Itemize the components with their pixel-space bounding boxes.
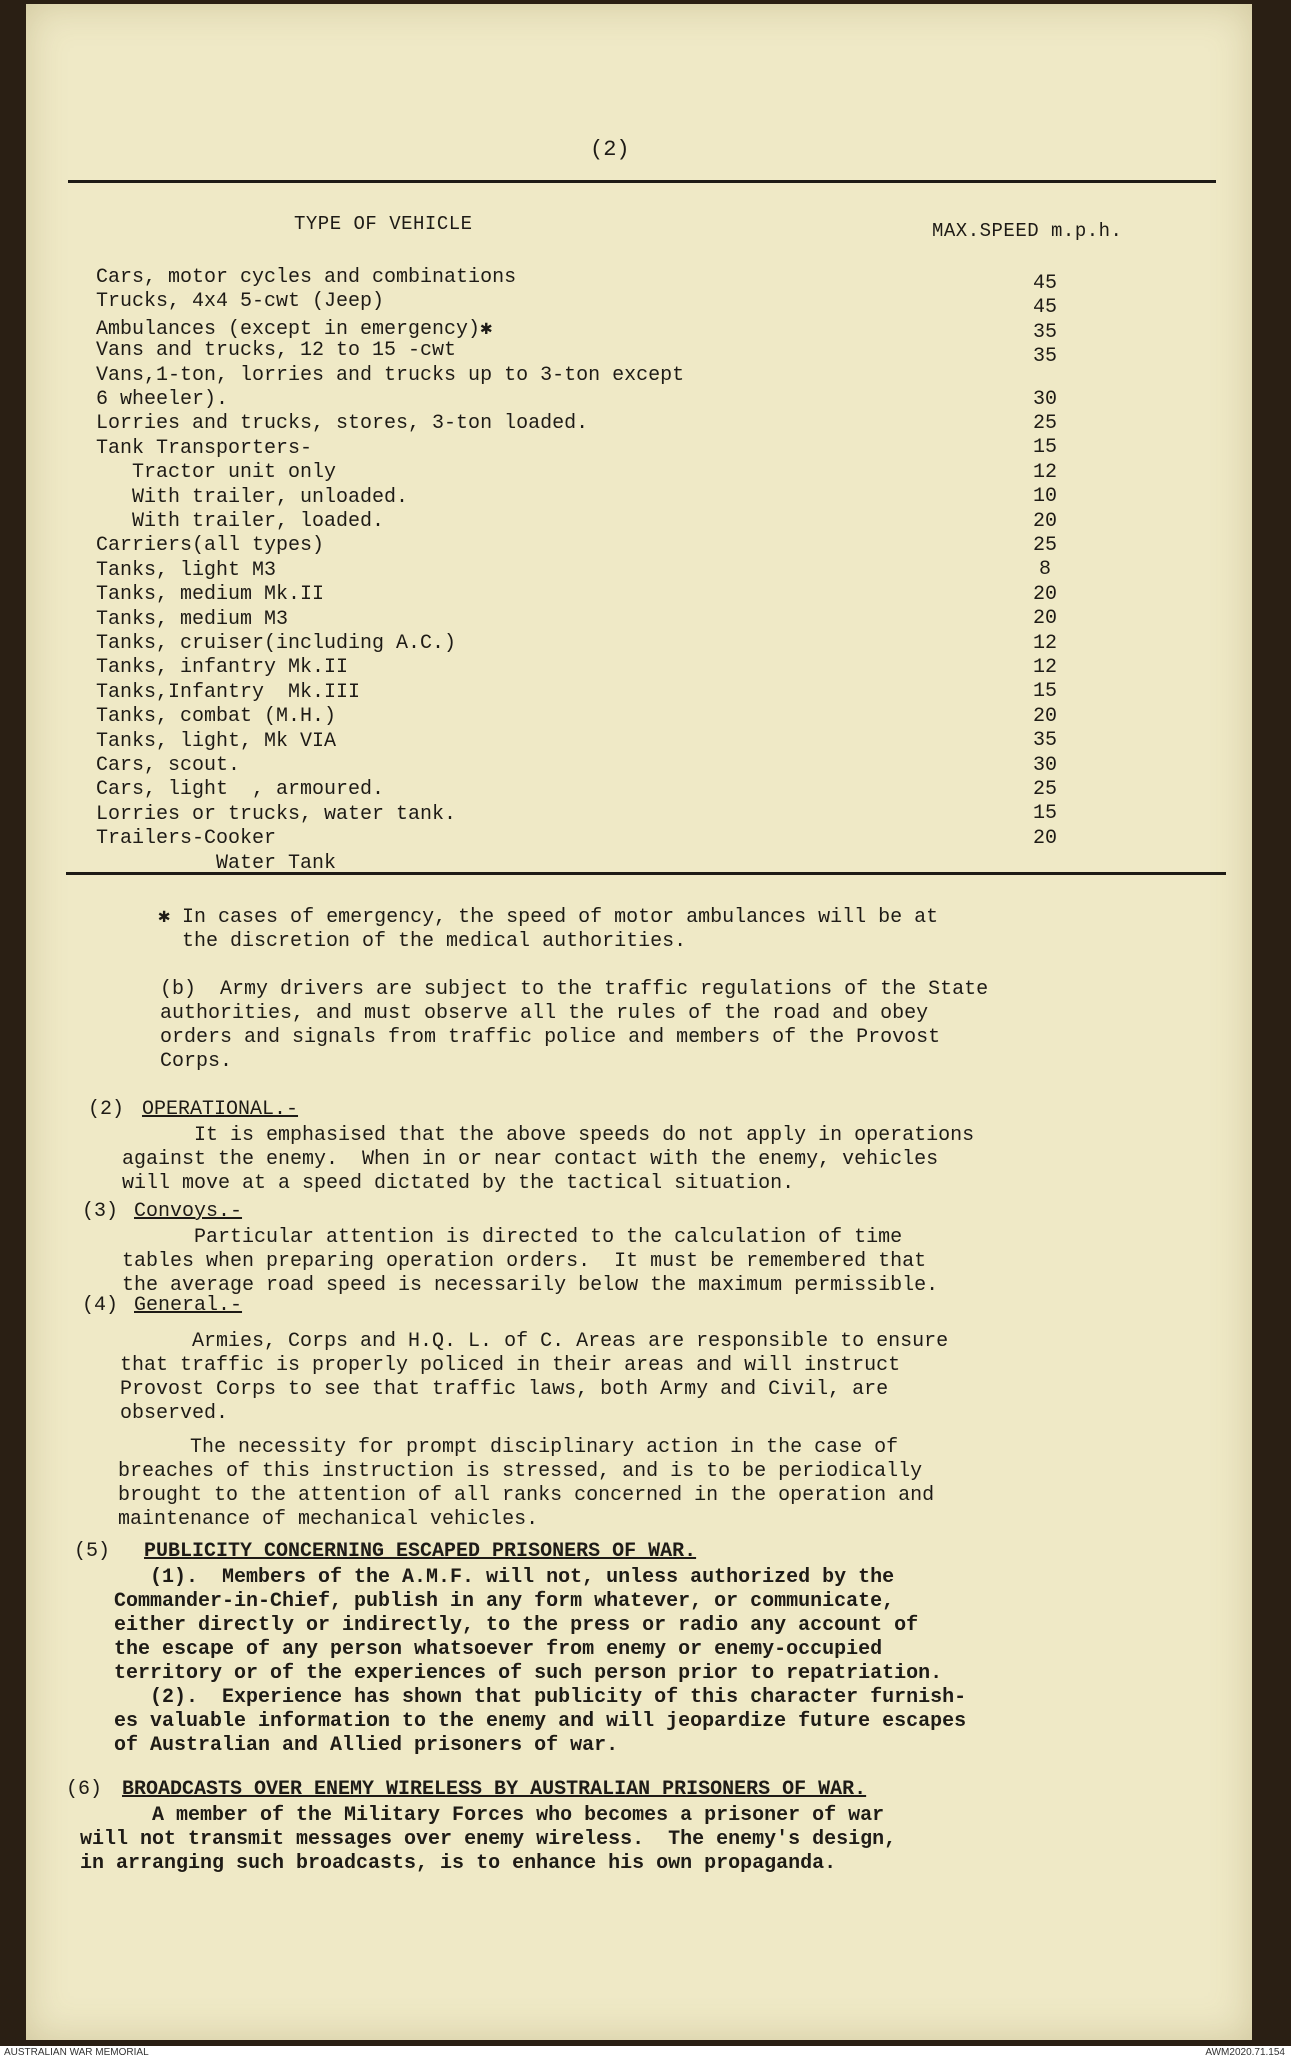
- vehicle-type: Trailers-Cooker: [96, 827, 277, 850]
- vehicle-type: Ambulances (except in emergency)✱: [96, 318, 493, 341]
- vehicle-type: Cars, light , armoured.: [96, 778, 385, 801]
- page-number: (2): [590, 137, 630, 162]
- section-5-title: PUBLICITY CONCERNING ESCAPED PRISONERS OF WAR.: [144, 1540, 697, 1563]
- vehicle-type: Lorries and trucks, stores, 3-ton loaded.: [96, 412, 589, 435]
- max-speed-value: 30: [1032, 754, 1057, 777]
- max-speed-value: 20: [1032, 827, 1057, 850]
- vehicle-type: Vans and trucks, 12 to 15 -cwt: [96, 339, 457, 362]
- section-3-text: Particular attention is directed to the calculation of time tables when preparing operation orders. It must be remembered that the average road speed is necessarily below the maximum permissible.: [122, 1226, 939, 1297]
- ambulance-footnote: ✱ In cases of emergency, the speed of motor ambulances will be at the discretion of the medical authorities.: [158, 906, 939, 953]
- table-top-rule: [68, 180, 1216, 183]
- vehicle-type: Tanks, light, Mk VIA: [96, 730, 337, 753]
- vehicle-type: Tractor unit only: [96, 461, 337, 484]
- max-speed-value: 20: [1032, 583, 1057, 606]
- footer-institution: AUSTRALIAN WAR MEMORIAL: [4, 2047, 149, 2058]
- max-speed-value: 15: [1032, 802, 1057, 825]
- max-speed-value: 15: [1032, 436, 1057, 459]
- vehicle-type: Tanks,Infantry Mk.III: [96, 681, 361, 704]
- section-4-text: Armies, Corps and H.Q. L. of C. Areas are responsible to ensure that traffic is properly policed in their areas and will instruct Provost Corps to see that traffic laws, both Army and Civil, are observed.: [120, 1330, 949, 1425]
- section-3-title: Convoys.-: [134, 1200, 243, 1223]
- vehicle-type: Cars, scout.: [96, 754, 241, 777]
- vehicle-type: Tank Transporters-: [96, 437, 313, 460]
- max-speed-value: 12: [1032, 461, 1057, 484]
- vehicle-type: Tanks, medium M3: [96, 608, 289, 631]
- max-speed-value: 25: [1032, 412, 1057, 435]
- max-speed-value: 8: [1038, 558, 1051, 581]
- section-5-text: (1). Members of the A.M.F. will not, unless authorized by the Commander-in-Chief, publish in any form whatever, or communicate, either directly or indirectly, to the press or radio any account of the escape of any person whatsoever from enemy or enemy-occupied territory or of the experiences of such person prior to repatriation. (2). Experience has shown that publicity of this character furnish- es valuable information to the enemy and will jeopardize future escapes of Australian and Allied prisoners of war.: [114, 1566, 967, 1757]
- vehicle-type: Cars, motor cycles and combinations: [96, 266, 517, 289]
- vehicle-type: 6 wheeler).: [96, 388, 229, 411]
- max-speed-value: 45: [1032, 272, 1057, 295]
- max-speed-value: 45: [1032, 296, 1057, 319]
- section-6-text: A member of the Military Forces who becomes a prisoner of war will not transmit messages over enemy wireless. The enemy's design, in arranging such broadcasts, is to enhance his own propaganda.: [80, 1804, 897, 1875]
- table-bottom-rule: [66, 872, 1226, 875]
- max-speed-value: 35: [1032, 345, 1057, 368]
- vehicle-type: Tanks, combat (M.H.): [96, 705, 337, 728]
- vehicle-type: Tanks, medium Mk.II: [96, 583, 325, 606]
- section-2-number: (2): [88, 1098, 125, 1121]
- section-5-number: (5): [74, 1540, 111, 1563]
- vehicle-type: With trailer, unloaded.: [96, 486, 409, 509]
- paragraph-b: (b) Army drivers are subject to the traffic regulations of the State authorities, and must observe all the rules of the road and obey orders and signals from traffic police and members of the Provost Corps.: [160, 978, 989, 1073]
- max-speed-value: 30: [1032, 388, 1057, 411]
- max-speed-value: 35: [1032, 729, 1057, 752]
- vehicle-type: Trucks, 4x4 5-cwt (Jeep): [96, 290, 385, 313]
- vehicle-type: Tanks, light M3: [96, 559, 277, 582]
- max-speed-value: 12: [1032, 656, 1057, 679]
- max-speed-value: 25: [1032, 778, 1057, 801]
- section-2-title: OPERATIONAL.-: [142, 1098, 299, 1121]
- max-speed-value: 10: [1032, 485, 1057, 508]
- max-speed-value: 35: [1032, 321, 1057, 344]
- section-4-title: General.-: [134, 1294, 243, 1317]
- section-4-text-2: The necessity for prompt disciplinary action in the case of breaches of this instruction is stressed, and is to be periodically brought to the attention of all ranks concerned in the operation and maintenance of mechanical vehicles.: [118, 1436, 935, 1531]
- column-header-speed: MAX.SPEED m.p.h.: [932, 220, 1123, 242]
- column-header-type: TYPE OF VEHICLE: [294, 213, 473, 235]
- section-4-number: (4): [82, 1294, 119, 1317]
- vehicle-type: With trailer, loaded.: [96, 510, 385, 533]
- vehicle-type: Lorries or trucks, water tank.: [96, 803, 457, 826]
- section-6-number: (6): [66, 1778, 103, 1801]
- archive-footer: [0, 2046, 1291, 2061]
- section-3-number: (3): [82, 1200, 119, 1223]
- max-speed-value: 20: [1032, 705, 1057, 728]
- footer-accession-number: AWM2020.71.154: [1205, 2047, 1285, 2058]
- vehicle-type: Vans,1-ton, lorries and trucks up to 3-ton except: [96, 364, 685, 387]
- section-2-text: It is emphasised that the above speeds do not apply in operations against the enemy. When in or near contact with the enemy, vehicles will move at a speed dictated by the tactical situation.: [122, 1124, 975, 1195]
- section-6-title: BROADCASTS OVER ENEMY WIRELESS BY AUSTRALIAN PRISONERS OF WAR.: [122, 1778, 867, 1801]
- max-speed-value: 20: [1032, 607, 1057, 630]
- vehicle-type: Tanks, infantry Mk.II: [96, 656, 349, 679]
- max-speed-value: 20: [1032, 510, 1057, 533]
- vehicle-type: Carriers(all types): [96, 534, 325, 557]
- document-page: [26, 4, 1252, 2040]
- vehicle-type: Tanks, cruiser(including A.C.): [96, 632, 457, 655]
- max-speed-value: 25: [1032, 534, 1057, 557]
- max-speed-value: 15: [1032, 680, 1057, 703]
- max-speed-value: 12: [1032, 632, 1057, 655]
- vehicle-type: Water Tank: [96, 852, 337, 875]
